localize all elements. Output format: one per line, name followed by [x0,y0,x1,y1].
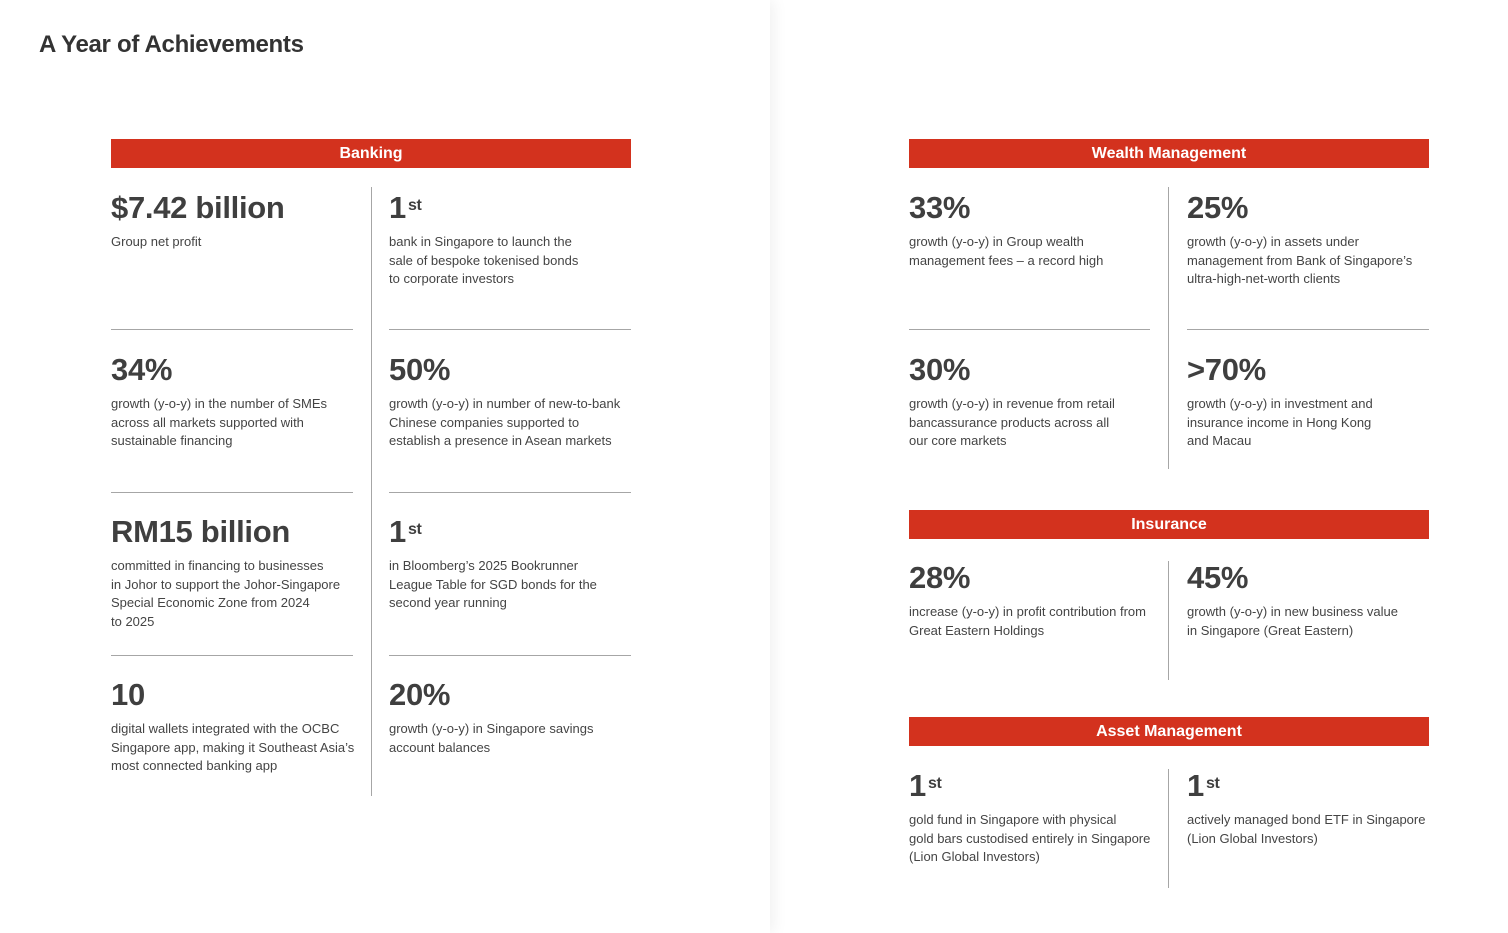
achievement-stat: 1 $^{st}$ [389,514,422,549]
achievement-description: increase (y-o-y) in profit contribution from Great Eastern Holdings [909,604,1146,638]
achievement-description: Group net profit [111,234,202,249]
wealth-column-divider [1168,187,1169,469]
banking-row-divider-3-right [389,655,631,656]
achievement-item [1187,560,1437,640]
achievement-item [111,352,361,451]
achievement-description: growth (y-o-y) in number of new-to-bank Chinese companies supported to establish a presence in Asean markets [389,396,621,448]
achievement-stat: 28% [909,560,971,595]
achievement-stat: 20% [389,677,451,712]
achievement-description: bank in Singapore to launch the sale of bespoke tokenised bonds to corporate investors [389,234,579,286]
achievement-description: in Bloomberg’s 2025 Bookrunner League Table for SGD bonds for the second year running [389,558,597,610]
achievement-item [1187,352,1437,451]
achievement-stat: 1 $^{st}$ [389,190,422,225]
achievement-stat: 33% [909,190,971,225]
wealth-row-divider-left [909,329,1150,330]
achievement-stat: 34% [111,352,173,387]
achievement-description: growth (y-o-y) in new business value in Singapore (Great Eastern) [1187,604,1398,638]
achievement-stat: 1 $^{st}$ [909,768,942,803]
achievement-description: growth (y-o-y) in Group wealth management fees – a record high [909,234,1104,268]
achievement-stat: $7.42 billion [111,190,285,225]
achievement-stat: 25% [1187,190,1249,225]
achievement-stat: >70% [1187,352,1266,387]
achievement-description: gold fund in Singapore with physical gold bars custodised entirely in Singapore (Lion Global Investors) [909,812,1151,864]
achievement-item [909,190,1159,270]
insurance-header: Insurance [909,510,1429,539]
achievement-description: actively managed bond ETF in Singapore (Lion Global Investors) [1187,812,1426,846]
wealth-row-divider-right [1187,329,1429,330]
achievement-item [1187,190,1437,289]
banking-row-divider-2-left [111,492,353,493]
achievement-item [111,677,361,776]
achievement-stat: 45% [1187,560,1249,595]
asset-management-header: Asset Management [909,717,1429,746]
achievement-stat: 50% [389,352,451,387]
asset-column-divider [1168,769,1169,888]
achievement-item [909,768,1159,867]
achievement-item [389,677,639,757]
achievement-item [389,352,639,451]
achievement-item [389,190,639,289]
achievement-stat: 1 $^{st}$ [1187,768,1220,803]
banking-row-divider-2-right [389,492,631,493]
achievement-description: growth (y-o-y) in assets under management from Bank of Singapore’s ultra-high-net-worth clients [1187,234,1413,286]
achievement-item [111,514,361,631]
achievement-description: committed in financing to businesses in Johor to support the Johor-Singapore Special Economic Zone from 2024 to 2025 [111,558,341,629]
banking-header: Banking [111,139,631,168]
banking-row-divider-1-right [389,329,631,330]
achievement-stat: RM15 billion [111,514,290,549]
achievement-description: growth (y-o-y) in Singapore savings account balances [389,721,594,755]
achievement-item [389,514,639,613]
insurance-column-divider [1168,561,1169,680]
wealth-management-header: Wealth Management [909,139,1429,168]
achievement-item [909,352,1159,451]
achievement-item [909,560,1159,640]
achievement-description: growth (y-o-y) in the number of SMEs across all markets supported with sustainable financing [111,396,328,448]
banking-row-divider-1-left [111,329,353,330]
banking-row-divider-3-left [111,655,353,656]
achievement-description: digital wallets integrated with the OCBC Singapore app, making it Southeast Asia’s most connected banking app [111,721,355,773]
achievement-description: growth (y-o-y) in investment and insurance income in Hong Kong and Macau [1187,396,1373,448]
page-title: A Year of Achievements [39,31,304,58]
achievement-item [111,190,361,252]
banking-column-divider [371,187,372,796]
achievement-item [1187,768,1437,848]
achievement-stat: 10 [111,677,145,712]
achievement-description: growth (y-o-y) in revenue from retail bancassurance products across all our core markets [909,396,1115,448]
achievement-stat: 30% [909,352,971,387]
